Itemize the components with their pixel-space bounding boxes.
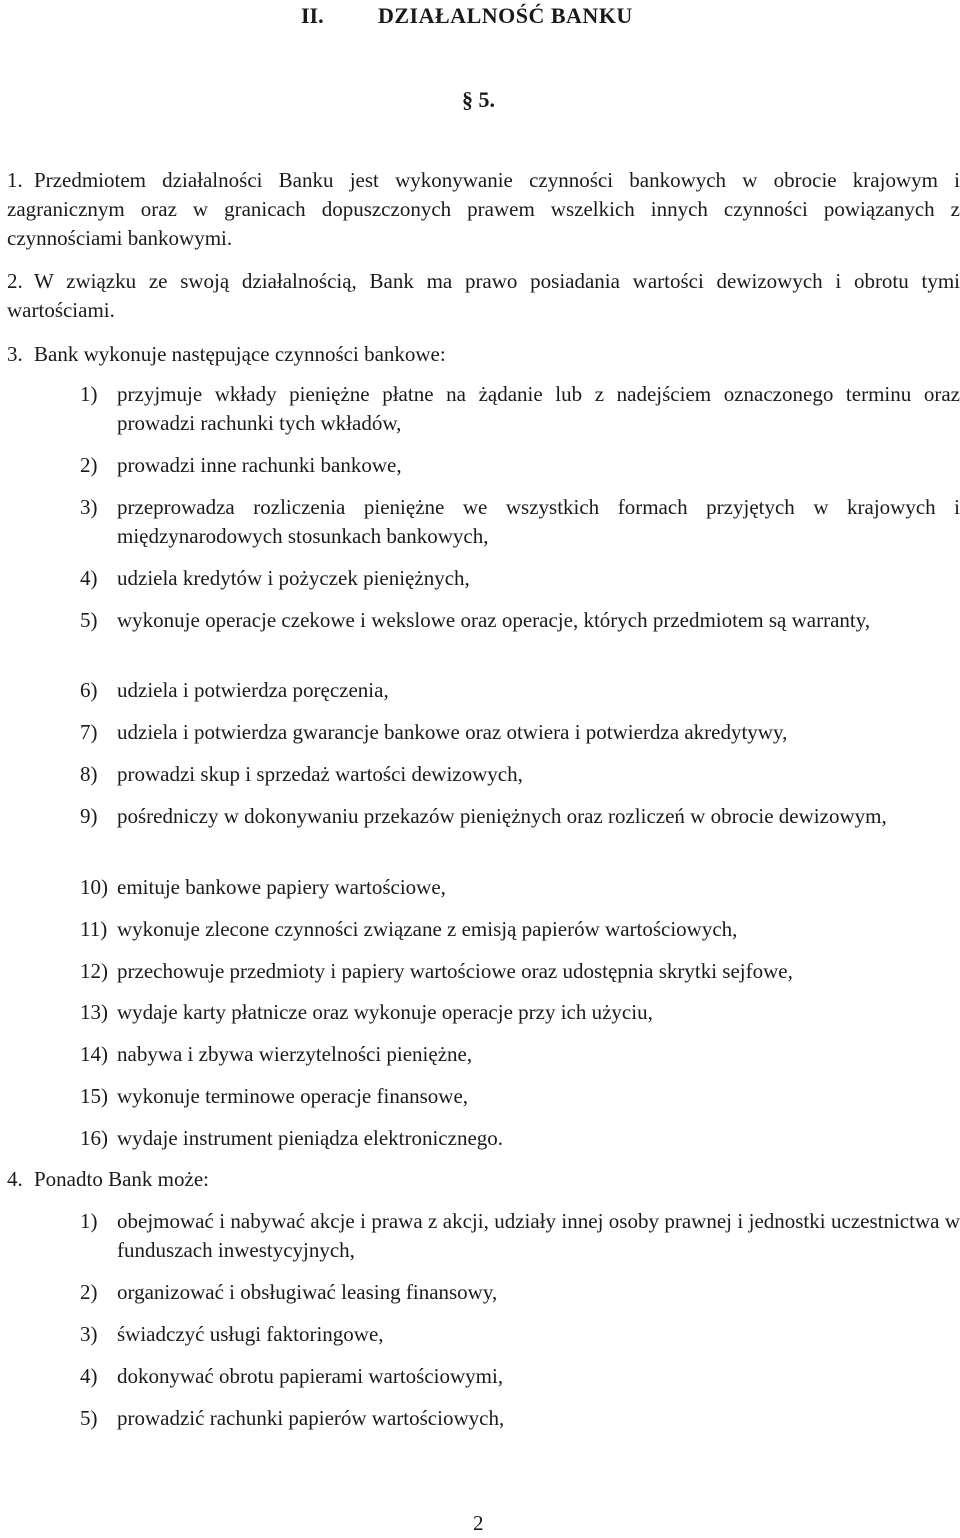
list-item-text: udziela i potwierdza gwarancje bankowe oraz otwiera i potwierdza akredytywy, (117, 720, 788, 744)
list-item-number: 8) (80, 762, 98, 786)
list-item-number: 9) (80, 804, 98, 828)
list-item (80, 451, 960, 480)
list-item-text: nabywa i zbywa wierzytelności pieniężne, (117, 1042, 473, 1066)
list-item-text: udziela kredytów i pożyczek pieniężnych, (117, 566, 470, 590)
list-item-text: pośredniczy w dokonywaniu przekazów pieniężnych oraz rozliczeń w obrocie dewizowym, (117, 804, 887, 828)
list-item (80, 564, 960, 593)
paragraph-number: 3. (7, 342, 23, 366)
list-item-text: prowadzi skup i sprzedaż wartości dewizowych, (117, 762, 523, 786)
paragraph-number: 4. (7, 1167, 23, 1191)
list-item-number: 2) (80, 1280, 98, 1304)
chapter-number: II. (301, 3, 324, 28)
list-item-text: obejmować i nabywać akcje i prawa z akcji, udziały innej osoby prawnej i jednostki uczestnictwa w funduszach inwestycyjnych, (117, 1209, 960, 1262)
paragraph-1 (7, 166, 960, 253)
page-number: 2 (473, 1511, 484, 1535)
list-item-number: 13) (80, 1000, 108, 1024)
list-item-text: wykonuje zlecone czynności związane z emisją papierów wartościowych, (117, 917, 738, 941)
list-item (80, 493, 960, 551)
list-item-text: prowadzić rachunki papierów wartościowych, (117, 1406, 505, 1430)
paragraph-text: W związku ze swoją działalnością, Bank ma prawo posiadania wartości dewizowych i obrotu tymi wartościami. (7, 269, 960, 322)
list-item (80, 915, 960, 944)
list-item-number: 12) (80, 959, 108, 983)
list-item-text: wydaje karty płatnicze oraz wykonuje operacje przy ich użyciu, (117, 1000, 653, 1024)
paragraph-text: Przedmiotem działalności Banku jest wykonywanie czynności bankowych w obrocie krajowym i zagranicznym oraz w granicach dopuszczonych prawem wszelkich innych czynności powiązanych z czynnościami bankowymi. (7, 168, 960, 250)
list-item-text: przechowuje przedmioty i papiery wartościowe oraz udostępnia skrytki sejfowe, (117, 959, 793, 983)
paragraph-2 (7, 267, 960, 325)
list-item-number: 10) (80, 875, 108, 899)
list-item-text: organizować i obsługiwać leasing finansowy, (117, 1280, 498, 1304)
list-item-text: udziela i potwierdza poręczenia, (117, 678, 389, 702)
list-item-number: 7) (80, 720, 98, 744)
list-item (80, 998, 960, 1027)
list-item-text: prowadzi inne rachunki bankowe, (117, 453, 402, 477)
list-item-text: wykonuje operacje czekowe i wekslowe oraz operacje, których przedmiotem są warranty, (117, 608, 871, 632)
list-item-text: przeprowadza rozliczenia pieniężne we wszystkich formach przyjętych w krajowych i międzynarodowych stosunkach bankowych, (117, 495, 960, 548)
list-item-number: 5) (80, 1406, 98, 1430)
list-item (80, 1082, 960, 1111)
list-item (80, 802, 960, 831)
list-item (80, 1124, 960, 1153)
list-item (80, 957, 960, 986)
list-item-text: świadczyć usługi faktoringowe, (117, 1322, 384, 1346)
list-item-text: wydaje instrument pieniądza elektronicznego. (117, 1126, 504, 1150)
list-item-number: 6) (80, 678, 98, 702)
list-item (80, 1207, 960, 1265)
list-item-number: 16) (80, 1126, 108, 1150)
list-item (80, 606, 960, 635)
list-item-number: 1) (80, 382, 98, 406)
list-item (80, 1320, 960, 1349)
list-item (80, 718, 960, 747)
list-item (80, 760, 960, 789)
list-item (80, 1404, 960, 1433)
paragraph-text: Ponadto Bank może: (34, 1167, 209, 1191)
paragraph-number: 2. (7, 269, 23, 293)
list-item-text: wykonuje terminowe operacje finansowe, (117, 1084, 469, 1108)
list-item-number: 5) (80, 608, 98, 632)
list-item-number: 3) (80, 495, 98, 519)
paragraph-text: Bank wykonuje następujące czynności bankowe: (34, 342, 446, 366)
list-item (80, 1278, 960, 1307)
list-item (80, 873, 960, 902)
paragraph-3 (7, 340, 960, 369)
paragraph-number: 1. (7, 168, 23, 192)
list-item-number: 14) (80, 1042, 108, 1066)
list-item (80, 676, 960, 705)
list-item-number: 3) (80, 1322, 98, 1346)
list-item-text: emituje bankowe papiery wartościowe, (117, 875, 446, 899)
list-item-number: 4) (80, 566, 98, 590)
list-item (80, 1040, 960, 1069)
paragraph-4 (7, 1165, 960, 1194)
list-item-number: 11) (80, 917, 108, 941)
list-item-text: przyjmuje wkłady pieniężne płatne na żądanie lub z nadejściem oznaczonego terminu oraz prowadzi rachunki tych wkładów, (117, 382, 960, 435)
list-item (80, 1362, 960, 1391)
list-item-number: 1) (80, 1209, 98, 1233)
list-item-number: 2) (80, 453, 98, 477)
chapter-title: DZIAŁALNOŚĆ BANKU (378, 3, 633, 28)
list-item-text: dokonywać obrotu papierami wartościowymi, (117, 1364, 504, 1388)
list-item-number: 15) (80, 1084, 108, 1108)
list-item-number: 4) (80, 1364, 98, 1388)
section-heading: § 5. (462, 87, 495, 112)
list-item (80, 380, 960, 438)
